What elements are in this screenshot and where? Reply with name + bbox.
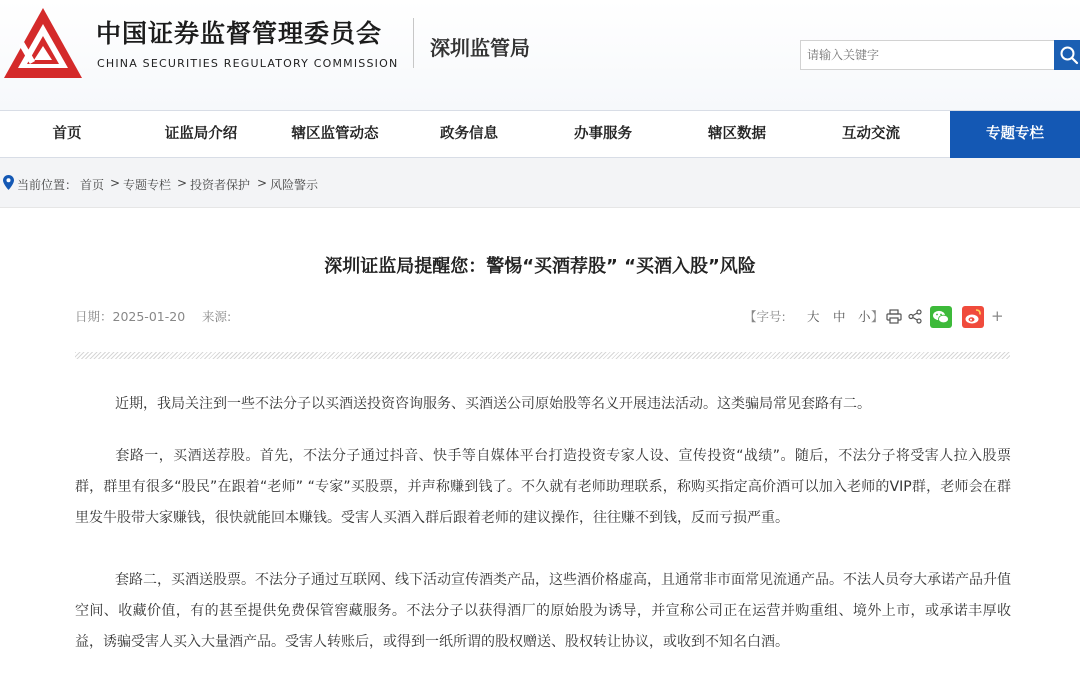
article-paragraph: 套路一，买酒送荐股。首先，不法分子通过抖音、快手等自媒体平台打造投资专家人设、宣传投资“战绩”。随后，不法分子将受害人拉入股票群，群里有很多“股民”在跟着“老师” “专家”买股票，并声称赚到钱了。不久就有老师助理联系，称购买指定高价酒可以加入老师的VIP群，老师会在群里发牛股带大家赚钱，很快就能回本赚钱。受害人买酒入群后跟着老师的建议操作，往往赚不到钱，反而亏损严重。 (75, 448, 1011, 526)
font-size-close: 】 (871, 309, 884, 324)
font-size-large[interactable]: 大 (807, 309, 820, 324)
font-size-label: 【字号: (744, 309, 786, 324)
article-paragraph: 套路二，买酒送股票。不法分子通过互联网、线下活动宣传酒类产品，这些酒价格虚高，且通常非市面常见流通产品。不法人员夸大承诺产品升值空间、收藏价值，有的甚至提供免费保管窖藏服务。不法分子以获得酒厂的原始股为诱导，并宣称公司正在运营并购重组、境外上市，或承诺丰厚收益，诱骗受害人买入大量酒产品。受害人转账后，或得到一纸所谓的股权赠送、股权转让协议，或收到不知名白酒。 (75, 572, 1011, 650)
csrc-logo[interactable] (2, 6, 84, 82)
main-nav (0, 110, 1080, 158)
nav-item-data[interactable]: 辖区数据 (708, 126, 766, 142)
breadcrumb-item-investor-protection[interactable]: 投资者保护 (190, 178, 251, 192)
brand-name-en: CHINA SECURITIES REGULATORY COMMISSION (97, 57, 399, 70)
breadcrumb-item-risk-alert[interactable]: 风险警示 (270, 178, 319, 192)
weibo-icon[interactable] (962, 306, 984, 328)
site-header (0, 0, 1080, 110)
brand-name-cn[interactable]: 中国证券监督管理委员会 (96, 19, 383, 48)
breadcrumb-separator: > (177, 176, 188, 190)
brand-divider (413, 18, 414, 68)
article-title: 深圳证监局提醒您：警惕“买酒荐股” “买酒入股”风险 (324, 256, 756, 277)
article-divider (75, 352, 1010, 359)
search-icon (1059, 45, 1079, 65)
breadcrumb-label: 当前位置： (17, 178, 78, 192)
font-size-small[interactable]: 小 (858, 309, 871, 324)
article-source: 来源: (202, 309, 232, 324)
nav-item-special-topics[interactable]: 专题专栏 (950, 111, 1080, 158)
breadcrumb-separator: > (110, 176, 121, 190)
location-pin-icon (3, 175, 14, 190)
breadcrumb-item-home[interactable]: 首页 (80, 178, 105, 192)
bureau-name[interactable]: 深圳监管局 (430, 36, 530, 60)
nav-item-bureau-intro[interactable]: 证监局介绍 (164, 126, 238, 142)
nav-item-services[interactable]: 办事服务 (574, 126, 632, 142)
wechat-icon[interactable] (930, 306, 952, 328)
print-icon[interactable] (886, 309, 902, 324)
article-paragraph: 近期，我局关注到一些不法分子以买酒送投资咨询服务、买酒送公司原始股等名义开展违法活动。这类骗局常见套路有二。 (115, 396, 871, 412)
nav-item-home[interactable]: 首页 (52, 126, 82, 142)
search-button[interactable] (1054, 40, 1080, 70)
nav-item-regulatory-news[interactable]: 辖区监管动态 (291, 126, 379, 142)
breadcrumb-item-special-topics[interactable]: 专题专栏 (123, 178, 172, 192)
share-icon[interactable] (908, 309, 922, 324)
nav-item-government-info[interactable]: 政务信息 (440, 126, 498, 142)
nav-item-interaction[interactable]: 互动交流 (842, 126, 900, 142)
search-input[interactable] (800, 40, 1054, 70)
article-date: 日期：2025-01-20 (75, 309, 186, 324)
share-more[interactable]: + (991, 307, 1004, 325)
breadcrumb-separator: > (257, 176, 268, 190)
font-size-medium[interactable]: 中 (833, 309, 846, 324)
